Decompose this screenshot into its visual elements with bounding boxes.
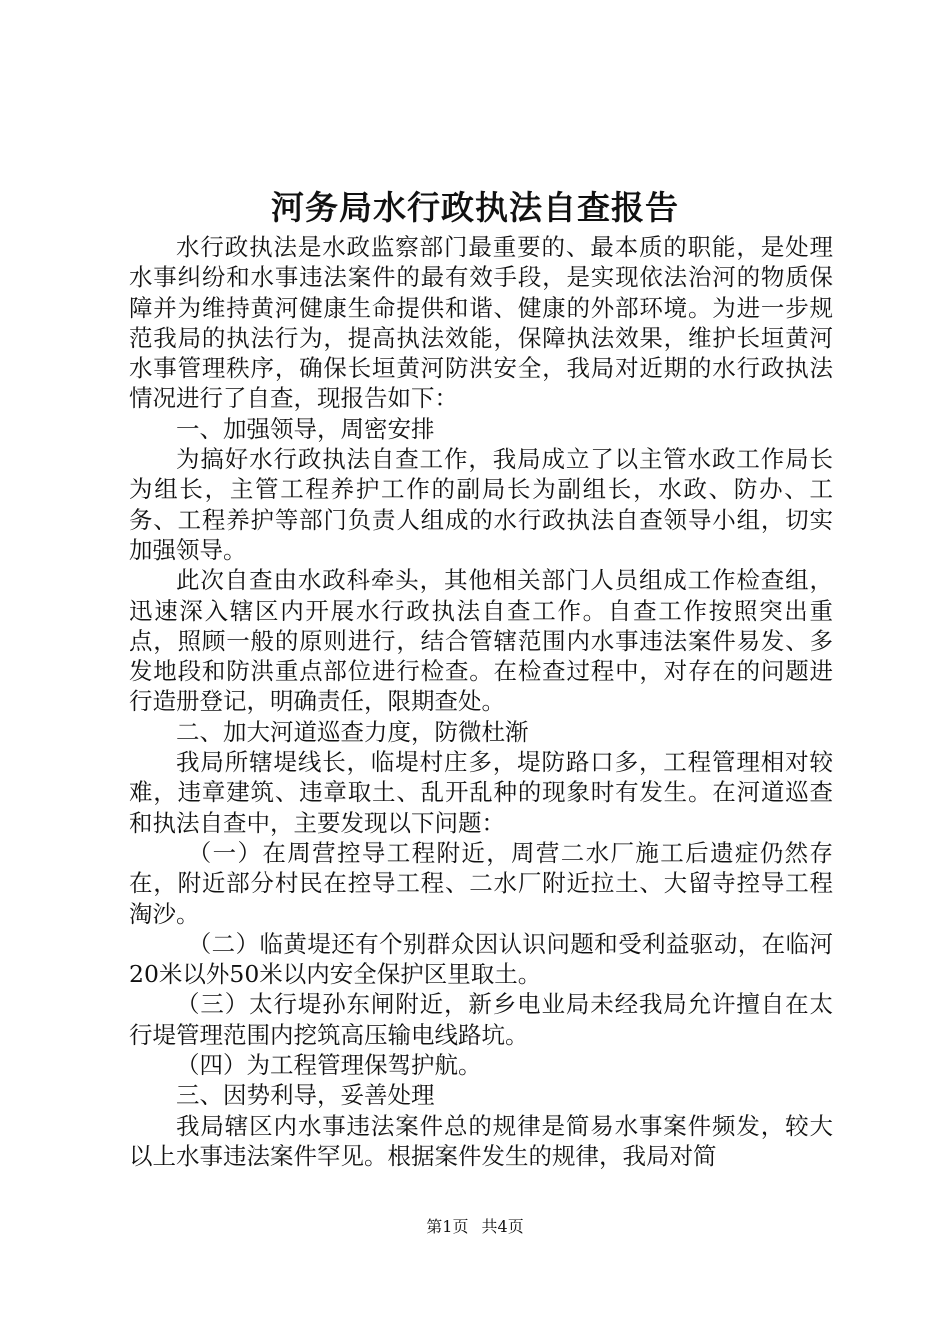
paragraph: 我局所辖堤线长，临堤村庄多，堤防路口多，工程管理相对较难，违章建筑、违章取土、乱开乱种的现象时有发生。在河道巡查和执法自查中，主要发现以下问题： <box>129 748 833 837</box>
list-item: （三）太行堤孙东闸附近，新乡电业局未经我局允许擅自在太行堤管理范围内挖筑高压输电线路坑。 <box>129 990 833 1049</box>
document-title: 河务局水行政执法自查报告 <box>271 188 679 227</box>
paragraph: 为搞好水行政执法自查工作，我局成立了以主管水政工作局长为组长，主管工程养护工作的副局长为副组长，水政、防办、工务、工程养护等部门负责人组成的水行政执法自查领导小组，切实加强领导。 <box>129 445 833 564</box>
section-heading-2: 二、加大河道巡查力度，防微杜渐 <box>176 717 529 746</box>
section-heading-3: 三、因势利导，妥善处理 <box>176 1081 435 1110</box>
list-item: （二）临黄堤还有个别群众因认识问题和受利益驱动，在临河20米以外50米以内安全保护区里取土。 <box>129 929 833 989</box>
list-item: （一）在周营控导工程附近，周营二水厂施工后遗症仍然存在，附近部分村民在控导工程、二水厂附近拉土、大留寺控导工程淘沙。 <box>129 838 833 928</box>
section-heading-1: 一、加强领导，周密安排 <box>176 414 435 443</box>
document-body <box>129 232 833 1171</box>
page-number: 第1页 <box>426 1217 469 1236</box>
list-item: （四）为工程管理保驾护航。 <box>176 1051 482 1080</box>
page-footer <box>0 1215 950 1239</box>
page-total: 共4页 <box>481 1217 524 1236</box>
paragraph: 我局辖区内水事违法案件总的规律是简易水事案件频发，较大以上水事违法案件罕见。根据案件发生的规律，我局对简 <box>129 1111 833 1170</box>
paragraph: 此次自查由水政科牵头，其他相关部门人员组成工作检查组，迅速深入辖区内开展水行政执法自查工作。自查工作按照突出重点，照顾一般的原则进行，结合管辖范围内水事违法案件易发、多发地段和防洪重点部位进行检查。在检查过程中，对存在的问题进行造册登记，明确责任，限期查处。 <box>129 566 833 716</box>
paragraph-intro: 水行政执法是水政监察部门最重要的、最本质的职能，是处理水事纠纷和水事违法案件的最有效手段，是实现依法治河的物质保障并为维持黄河健康生命提供和谐、健康的外部环境。为进一步规范我局的执法行为，提高执法效能，保障执法效果，维护长垣黄河水事管理秩序，确保长垣黄河防洪安全，我局对近期的水行政执法情况进行了自查，现报告如下： <box>129 233 833 413</box>
